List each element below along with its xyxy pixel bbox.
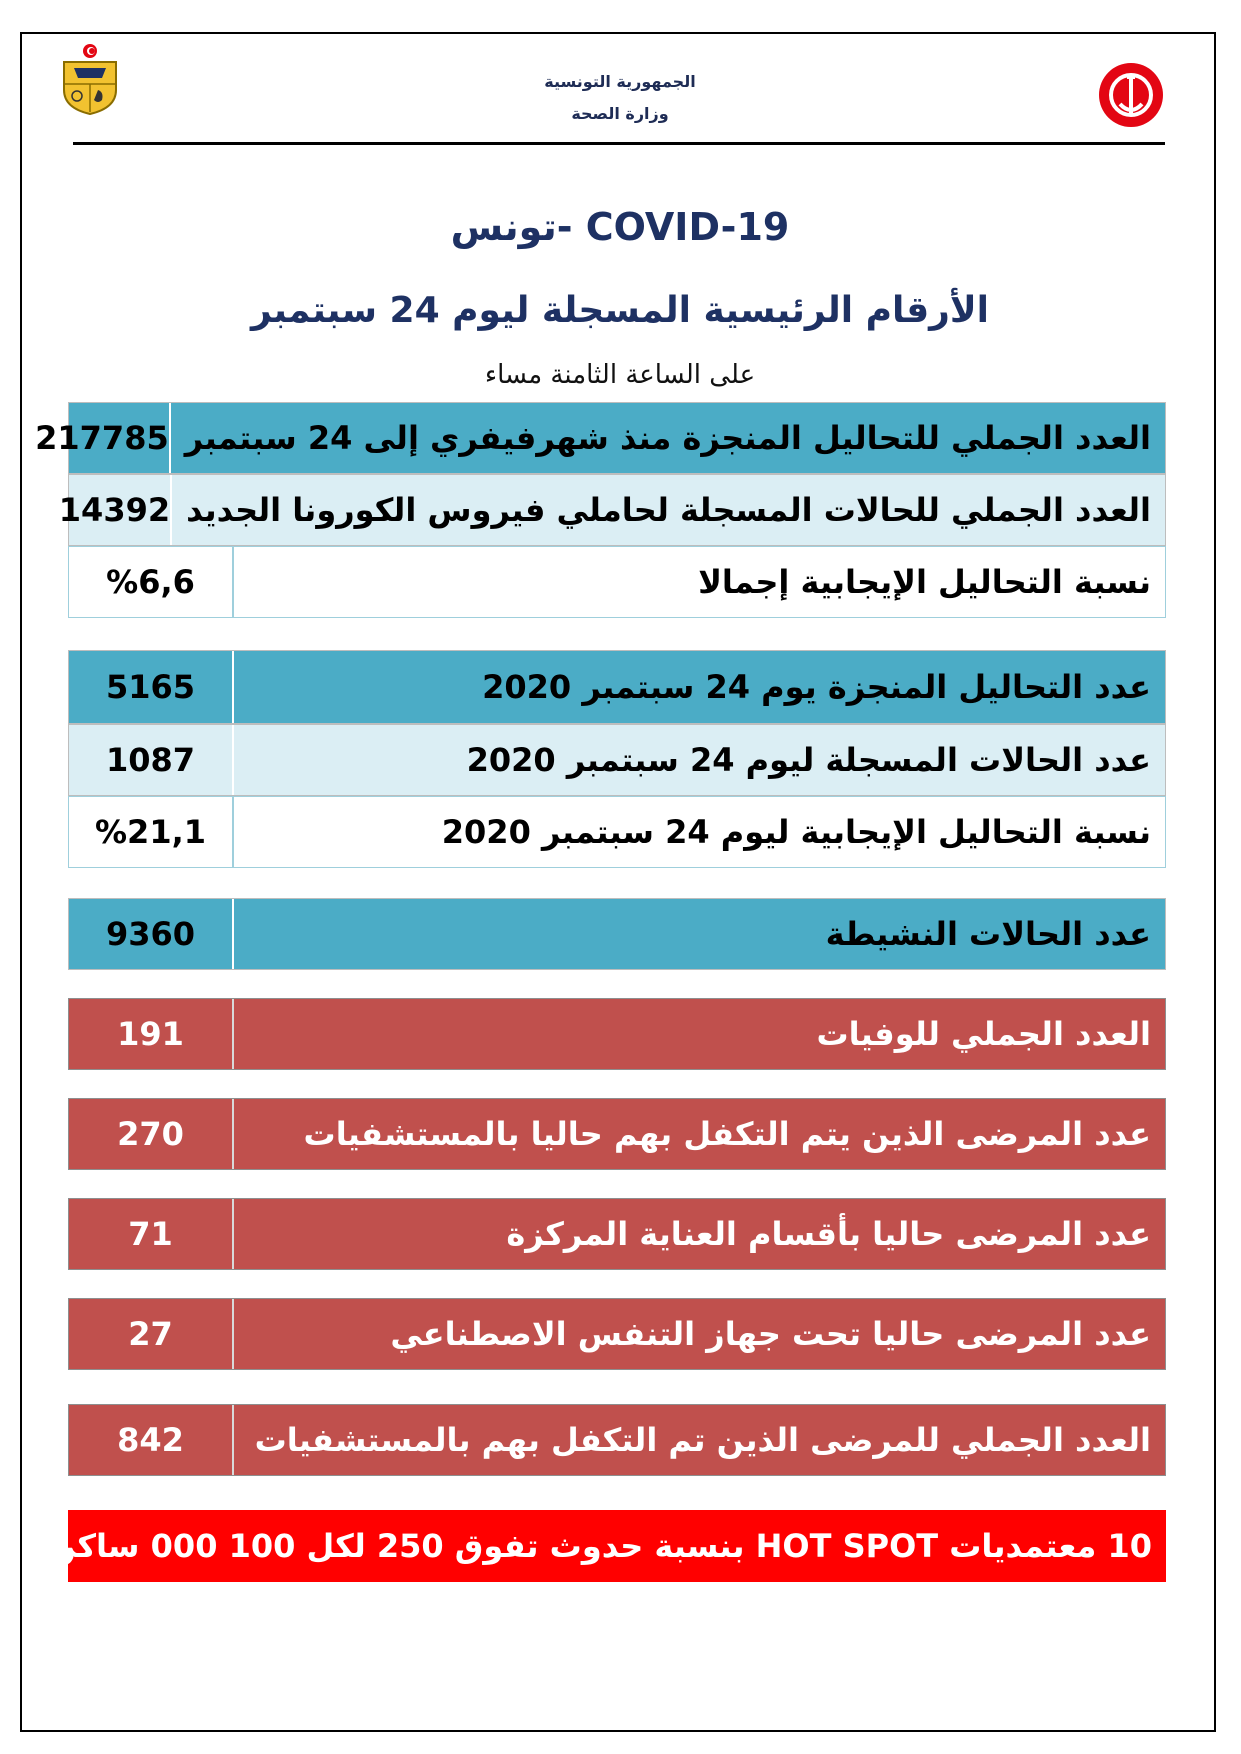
row-label: العدد الجملي للتحاليل المنجزة منذ شهرفيفري إلى 24 سبتمبر xyxy=(184,419,1151,457)
row-value: 9360 xyxy=(69,899,234,969)
table-row xyxy=(68,546,1166,618)
time-note: على الساعة الثامنة مساء xyxy=(484,360,756,390)
row-label: نسبة التحاليل الإيجابية ليوم 24 سبتمبر 2020 xyxy=(441,813,1151,851)
row-label: العدد الجملي للمرضى الذين تم التكفل بهم بالمستشفيات xyxy=(254,1421,1151,1459)
row-label: العدد الجملي للحالات المسجلة لحاملي فيروس الكورونا الجديد xyxy=(186,491,1151,529)
row-label: العدد الجملي للوفيات xyxy=(816,1015,1151,1053)
row-value: 1087 xyxy=(69,725,234,795)
row-value: 191 xyxy=(69,999,234,1069)
table-row xyxy=(68,1298,1166,1370)
table-row xyxy=(68,998,1166,1070)
ministry-health-logo-icon xyxy=(1098,62,1164,128)
table-row xyxy=(58,474,1166,546)
table-row xyxy=(68,796,1166,868)
row-label: عدد التحاليل المنجزة يوم 24 سبتمبر 2020 xyxy=(482,668,1151,706)
table-row xyxy=(68,650,1166,724)
row-label: عدد الحالات المسجلة ليوم 24 سبتمبر 2020 xyxy=(466,741,1151,779)
table-row xyxy=(68,1404,1166,1476)
row-value: 217785 xyxy=(35,403,171,473)
table-row xyxy=(68,1098,1166,1170)
hotspot-banner: 10 معتمديات HOT SPOT بنسبة حدوث تفوق 250 لكل 100 000 ساكن xyxy=(68,1510,1166,1582)
row-value: %21,1 xyxy=(69,797,234,867)
row-label: عدد المرضى حاليا بأقسام العناية المركزة xyxy=(506,1215,1151,1253)
row-value: 270 xyxy=(69,1099,234,1169)
table-row xyxy=(68,898,1166,970)
tunisia-coat-of-arms-icon xyxy=(58,42,122,116)
row-value: 842 xyxy=(69,1405,234,1475)
table-row xyxy=(68,1198,1166,1270)
row-label: نسبة التحاليل الإيجابية إجمالا xyxy=(698,563,1151,601)
row-value: %6,6 xyxy=(69,547,234,617)
row-value: 5165 xyxy=(69,651,234,723)
row-value: 27 xyxy=(69,1299,234,1369)
ministry-name: وزارة الصحة xyxy=(571,104,669,123)
row-label: عدد الحالات النشيطة xyxy=(825,915,1151,953)
subtitle: الأرقام الرئيسية المسجلة ليوم 24 سبتمبر xyxy=(250,290,990,331)
table-row xyxy=(68,724,1166,796)
main-title: COVID-19 -تونس xyxy=(450,205,790,249)
table-row xyxy=(35,402,1166,474)
row-value: 14392 xyxy=(59,475,172,545)
page-frame xyxy=(20,32,1216,1732)
row-value: 71 xyxy=(69,1199,234,1269)
republic-name: الجمهورية التونسية xyxy=(544,72,696,91)
row-label: عدد المرضى حاليا تحت جهاز التنفس الاصطناعي xyxy=(390,1315,1151,1353)
header-divider xyxy=(73,142,1165,145)
row-label: عدد المرضى الذين يتم التكفل بهم حاليا بالمستشفيات xyxy=(303,1115,1151,1153)
